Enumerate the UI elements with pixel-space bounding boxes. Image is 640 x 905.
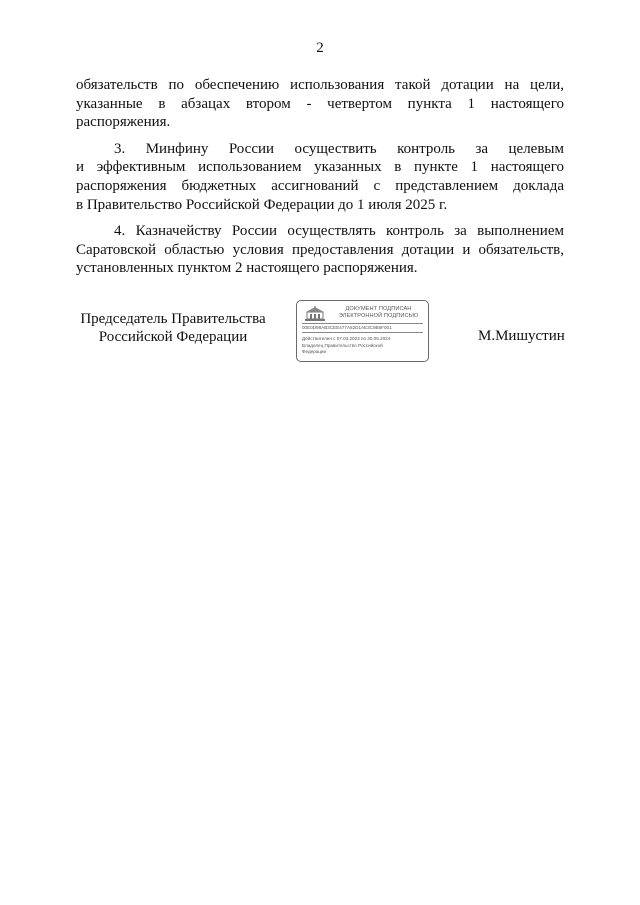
signature-block [0,300,640,370]
stamp-validity: Действителен с 07.03.2023 по 30.05.2024 [302,336,391,341]
document-body [76,76,564,286]
paragraph-line: 3. Минфину России осуществить контроль за целевым [114,140,564,157]
paragraph-line: установленных пунктом 2 настоящего распоряжения. [76,260,418,277]
paragraph-line: распоряжения. [76,114,171,131]
stamp-heading [331,306,426,320]
stamp-heading-line: ДОКУМЕНТ ПОДПИСАН [345,306,412,312]
stamp-divider [302,323,423,324]
paragraph-line: распоряжения бюджетных ассигнований с представлением доклада [76,177,564,194]
paragraph-line: 4. Казначейству России осуществлять контроль за выполнением [114,223,564,240]
stamp-heading-line: ЭЛЕКТРОННОЙ ПОДПИСЬЮ [338,313,419,319]
signatory-title-line: Председатель Правительства [80,311,266,327]
paragraph-line: указанные в абзацах втором - четвертом пункта 1 настоящего [76,95,564,112]
signatory-title-line: Российской Федерации [98,329,248,345]
stamp-certificate: 00E0D98AB3CEE477A82D1AE3C9B6F001 [302,325,392,330]
paragraph-minfin-control [76,140,564,214]
stamp-owner: Владелец Правительство Российской [302,343,383,348]
government-emblem-icon [304,306,326,322]
page-number: 2 [316,40,324,56]
paragraph-line: Саратовской областью условия предоставления дотации и обязательств, [76,241,564,258]
stamp-owner: Федерации [302,349,327,354]
paragraph-line: в Правительство Российской Федерации до 1 июля 2025 г. [76,196,448,213]
paragraph-treasury-control [76,222,564,278]
paragraph-line: и эффективным использованием указанных в пункте 1 настоящего [76,159,564,176]
electronic-signature-stamp [296,300,429,362]
paragraph-line: обязательств по обеспечению использования такой дотации на цели, [76,77,564,93]
paragraph-obligations [76,76,564,132]
stamp-divider [302,332,423,333]
signatory-name: М.Мишустин [478,328,565,344]
signatory-title [78,310,268,346]
